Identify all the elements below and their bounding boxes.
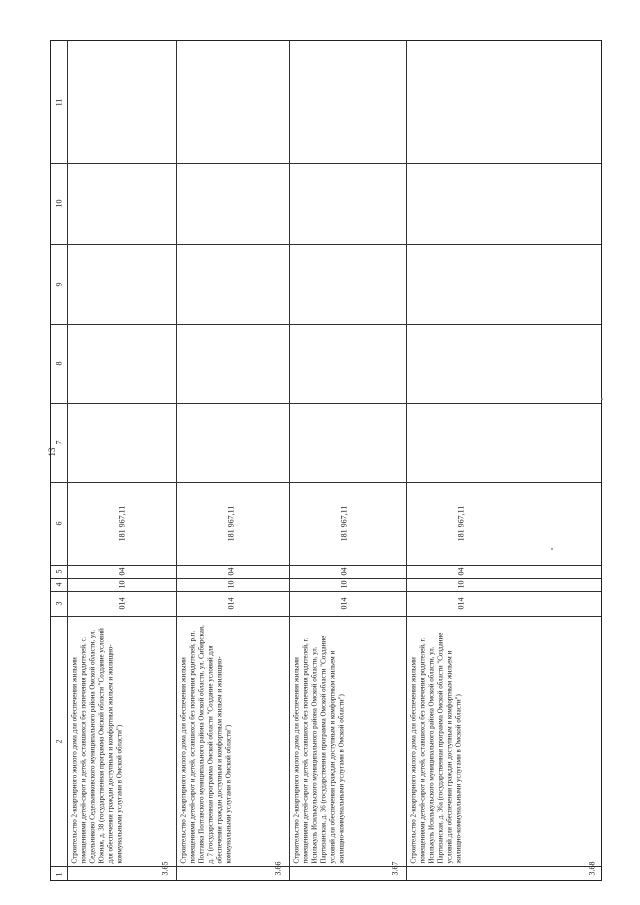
- column-header-label: 5: [54, 569, 64, 574]
- row-value: 10: [456, 580, 466, 589]
- row-description: Строительство 2-квартирного жилого дома для обеспечения жилыми помещениями детей-сирот и детей, оставшихся без попечения родителей, г. Исилькуль Исилькульского муниципального района Омской области, ул. Партизанская, д. 36 (государственная программа Омской области "Создание условий для обеспечения граждан доступным и комфортным жильем и жилищно-коммунальными услугами в Омской области"): [292, 635, 345, 863]
- column-header-label: 1: [54, 872, 64, 876]
- column-header-4: [51, 578, 67, 591]
- row-value: 04: [117, 567, 126, 576]
- column-header-3: [51, 591, 67, 616]
- row-value: 10: [226, 580, 236, 589]
- column-divider: [51, 866, 601, 867]
- column-header-10: [51, 163, 67, 244]
- row-value: 014: [456, 597, 466, 610]
- row-description: Строительство 2-квартирного жилого дома для обеспечения жилыми помещениями детей-сирот и детей, оставшихся без попечения родителей, г. Исилькуль Исилькульского муниципального района Омской области, ул. Партизанская, д. 36а (государственная программа Омской области "Создание условий для обеспечения граждан доступным и комфортным жильем и жилищно-коммунальными услугами в Омской области"): [409, 632, 462, 863]
- column-header-2: [51, 616, 67, 866]
- column-header-8: [51, 324, 67, 403]
- row-description: Строительство 2-квартирного жилого дома для обеспечения жилыми помещениями детей-сирот и детей, оставшихся без попечения родителей, р.п. Полтавка Полтавского муниципального района Омской области, ул. Сибирская, д. 7 (государственная программа Омской области "Создание условий для обеспечения граждан доступным и комфортным жильем и жилищно-коммунальными услугами в Омской области"): [179, 624, 232, 863]
- row-divider: [289, 41, 290, 880]
- row-value: 10: [117, 580, 126, 589]
- column-header-label: 10: [54, 199, 64, 208]
- row-divider: [406, 41, 407, 880]
- row-value-col-5: [406, 565, 516, 578]
- row-value-col-4: [67, 578, 176, 591]
- row-number: 3.67: [390, 861, 400, 876]
- scan-speck: [601, 398, 603, 400]
- column-header-6: [51, 482, 67, 565]
- row-divider: [176, 41, 177, 880]
- row-value: 014: [339, 597, 349, 610]
- row-value: 10: [339, 580, 349, 589]
- column-header-7: [51, 403, 67, 482]
- column-divider: [51, 403, 601, 404]
- row-number: 3.68: [587, 861, 597, 876]
- row-value: 181 967,11: [339, 505, 349, 542]
- row-number: 3.65: [160, 861, 170, 876]
- column-header-1: [51, 866, 67, 882]
- column-divider: [51, 244, 601, 245]
- column-header-label: 4: [54, 582, 64, 587]
- scan-speck: [551, 548, 553, 550]
- row-value-col-3: [176, 591, 286, 616]
- row-value: 181 967,11: [456, 505, 466, 542]
- column-header-label: 3: [54, 601, 64, 606]
- column-header-5: [51, 565, 67, 578]
- row-value: 181 967,11: [116, 505, 126, 542]
- row-value-col-5: [67, 565, 176, 578]
- column-divider: [51, 324, 601, 325]
- column-header-11: [51, 41, 67, 163]
- row-value-col-4: [289, 578, 399, 591]
- budget-table: [50, 40, 602, 881]
- column-header-9: [51, 244, 67, 324]
- row-value: 181 967,11: [226, 505, 236, 542]
- row-value-col-6: [289, 482, 399, 565]
- column-header-label: 9: [54, 282, 64, 286]
- row-value-col-5: [289, 565, 399, 578]
- column-header-label: 8: [54, 361, 64, 366]
- row-value: 014: [226, 597, 236, 610]
- row-value: 04: [339, 567, 349, 576]
- row-value-col-3: [406, 591, 516, 616]
- row-divider: [67, 41, 68, 880]
- row-value: 014: [117, 597, 126, 610]
- column-header-label: 6: [54, 521, 64, 526]
- column-divider: [51, 163, 601, 164]
- row-value-col-4: [176, 578, 286, 591]
- row-description: Строительство 2-квартирного жилого дома для обеспечения жилыми помещениями детей-сирот и детей, оставшихся без попечения родителей, с. Седельниково Седельниковского муниципального района Омской области, ул. Южная, д. 38 (государственная программа Омской области "Создание условий для обеспечения граждан доступным и комфортным жильем и жилищно-коммунальными услугами в Омской области"): [70, 627, 123, 863]
- column-header-label: 7: [54, 440, 64, 445]
- page-number: 13: [47, 447, 57, 457]
- column-header-label: 11: [54, 98, 64, 106]
- row-value: 04: [226, 567, 236, 576]
- row-value-col-6: [67, 482, 176, 565]
- row-value-col-3: [67, 591, 176, 616]
- row-value-col-6: [176, 482, 286, 565]
- column-divider: [51, 616, 601, 617]
- column-header-label: 2: [54, 739, 64, 743]
- row-number: 3.66: [273, 861, 283, 876]
- row-value-col-3: [289, 591, 399, 616]
- row-value: 04: [456, 567, 466, 576]
- row-value-col-6: [406, 482, 516, 565]
- row-value-col-5: [176, 565, 286, 578]
- row-value-col-4: [406, 578, 516, 591]
